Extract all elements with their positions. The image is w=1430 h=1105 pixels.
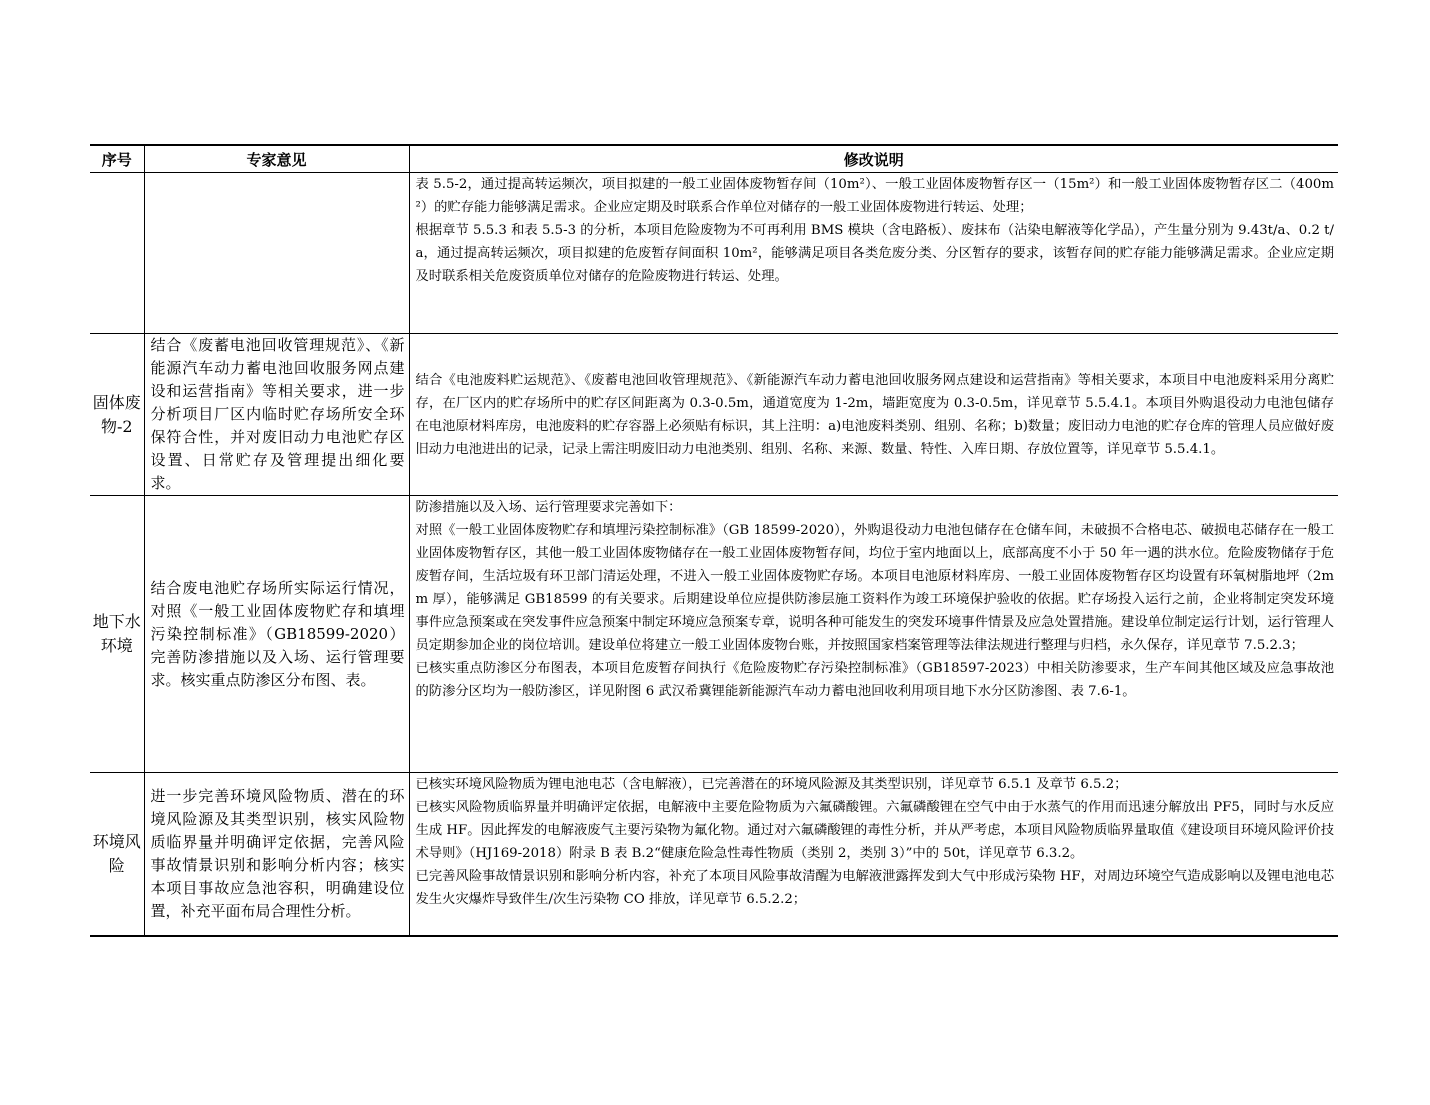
row-opinion: 结合《废蓄电池回收管理规范》、《新能源汽车动力蓄电池回收服务网点建设和运营指南》等相关要求，进一步分析项目厂区内临时贮存场所安全环保符合性，并对废旧动力电池贮存区设置、日常贮存及管理提出细化要求。 (144, 334, 409, 496)
revision-paragraph: 表 5.5-2，通过提高转运频次，项目拟建的一般工业固体废物暂存间（10m²）、一般工业固体废物暂存区一（15m²）和一般工业固体废物暂存区二（400m²）的贮存能力能够满足需求。企业应定期及时联系合作单位对储存的一般工业固体废物进行转运、处理； (415, 177, 1334, 215)
revision-paragraph: 已核实环境风险物质为锂电池电芯（含电解液），已完善潜在的环境风险源及其类型识别，详见章节 6.5.1 及章节 6.5.2； (415, 777, 1128, 792)
row-revision (409, 773, 1338, 937)
row-opinion (144, 173, 409, 334)
table-row (90, 173, 1338, 334)
revision-paragraph: 已核实风险物质临界量并明确评定依据，电解液中主要危险物质为六氟磷酸锂。六氟磷酸锂在空气中由于水蒸气的作用而迅速分解放出 PF5，同时与水反应生成 HF。因此挥发的电解液废气主要污染物为氟化物。通过对六氟磷酸锂的毒性分析，并从严考虑，本项目风险物质临界量取值《建设项目环境风险评价技术导则》（HJ169-2018）附录 B 表 B.2“健康危险急性毒性物质（类别 2，类别 3）”中的 50t，详见章节 6.3.2。 (415, 800, 1334, 861)
row-serial: 固体废物-2 (90, 334, 144, 496)
row-revision (409, 496, 1338, 773)
table-row (90, 496, 1338, 773)
row-opinion: 进一步完善环境风险物质、潜在的环境风险源及其类型识别，核实风险物质临界量并明确评定依据，完善风险事故情景识别和影响分析内容；核实本项目事故应急池容积，明确建设位置，补充平面布局合理性分析。 (144, 773, 409, 937)
revision-paragraph: 根据章节 5.5.3 和表 5.5-3 的分析，本项目危险废物为不可再利用 BMS 模块（含电路板）、废抹布（沾染电解液等化学品），产生量分别为 9.43t/a、0.2 t/a，通过提高转运频次，项目拟建的危废暂存间面积 10m²，能够满足项目各类危废分类、分区暂存的要求，该暂存间的贮存能力能够满足需求。企业应定期及时联系相关危废资质单位对储存的危险废物进行转运、处理。 (415, 223, 1334, 284)
revision-paragraph: 结合《电池废料贮运规范》、《废蓄电池回收管理规范》、《新能源汽车动力蓄电池回收服务网点建设和运营指南》等相关要求，本项目中电池废料采用分离贮存，在厂区内的贮存场所中的贮存区间距离为 0.3-0.5m，通道宽度为 1-2m，墙距宽度为 0.3-0.5m，详见章节 5.5.4.1。本项目外购退役动力电池包储存在电池原材料库房，电池废料的贮存容器上必须贴有标识，其上注明：a)电池废料类别、组别、名称；b)数量；废旧动力电池的贮存仓库的管理人员应做好废旧动力电池进出的记录，记录上需注明废旧动力电池类别、组别、名称、来源、数量、特性、入库日期、存放位置等，详见章节 5.5.4.1。 (415, 372, 1334, 457)
table-row (90, 334, 1338, 496)
header-revision-notes: 修改说明 (409, 145, 1338, 173)
revision-paragraph: 已核实重点防渗区分布图表，本项目危废暂存间执行《危险废物贮存污染控制标准》（GB18597-2023）中相关防渗要求，生产车间其他区域及应急事故池的防渗分区均为一般防渗区，详见附图 6 武汉希冀锂能新能源汽车动力蓄电池回收利用项目地下水分区防渗图、表 7.6-1。 (415, 661, 1334, 699)
revision-paragraph: 防渗措施以及入场、运行管理要求完善如下： (415, 500, 682, 515)
row-revision (409, 173, 1338, 334)
expert-review-table (90, 144, 1338, 937)
revision-paragraph: 已完善风险事故情景识别和影响分析内容，补充了本项目风险事故清醒为电解液泄露挥发到大气中形成污染物 HF，对周边环境空气造成影响以及锂电池电芯发生火灾爆炸导致伴生/次生污染物 CO 排放，详见章节 6.5.2.2； (415, 869, 1334, 907)
header-serial: 序号 (90, 145, 144, 173)
table-row (90, 773, 1338, 937)
header-expert-opinion: 专家意见 (144, 145, 409, 173)
row-serial (90, 173, 144, 334)
table-header-row (90, 145, 1338, 173)
row-serial: 环境风险 (90, 773, 144, 937)
revision-paragraph: 对照《一般工业固体废物贮存和填埋污染控制标准》（GB 18599-2020），外购退役动力电池包储存在仓储车间，未破损不合格电芯、破损电芯储存在一般工业固体废物暂存区，其他一般工业固体废物储存在一般工业固体废物暂存间，均位于室内地面以上，底部高度不小于 50 年一遇的洪水位。危险废物储存于危废暂存间，生活垃圾有环卫部门清运处理，不进入一般工业固体废物贮存场。本项目电池原材料库房、一般工业固体废物暂存区均设置有环氧树脂地坪（2mm 厚），能够满足 GB18599 的有关要求。后期建设单位应提供防渗层施工资料作为竣工环境保护验收的依据。贮存场投入运行之前，企业将制定突发环境事件应急预案或在突发事件应急预案中制定环境应急预案专章，说明各种可能发生的突发环境事件情景及应急处置措施。建设单位制定运行计划，运行管理人员定期参加企业的岗位培训。建设单位将建立一般工业固体废物台账，并按照国家档案管理等法律法规进行整理与归档，永久保存，详见章节 7.5.2.3； (415, 523, 1334, 653)
row-serial: 地下水环境 (90, 496, 144, 773)
row-opinion: 结合废电池贮存场所实际运行情况，对照《一般工业固体废物贮存和填埋污染控制标准》（GB18599-2020）完善防渗措施以及入场、运行管理要求。核实重点防渗区分布图、表。 (144, 496, 409, 773)
row-revision (409, 334, 1338, 496)
